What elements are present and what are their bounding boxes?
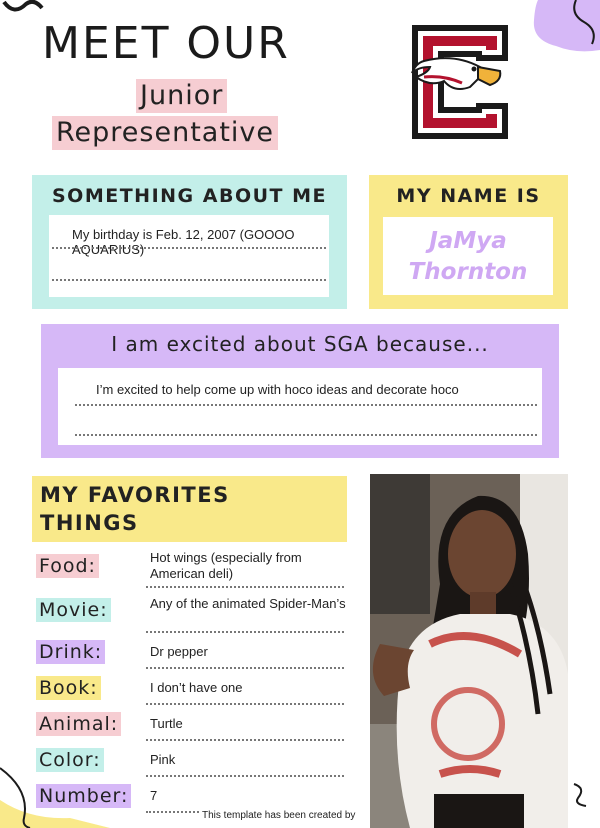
squiggle-bottom-right (564, 780, 600, 810)
favorite-value-number: 7 (150, 788, 158, 803)
name-panel (369, 175, 568, 309)
sga-dotted-line-1 (75, 404, 537, 406)
sga-heading: I am excited about SGA because... (111, 332, 489, 356)
eagle-c-logo-icon (404, 17, 516, 147)
favorites-header (32, 476, 347, 542)
about-dotted-line-1 (52, 247, 326, 249)
page-title: MEET OUR (42, 18, 290, 69)
name-heading: MY NAME IS (396, 185, 541, 207)
favorite-label-book: Book: (36, 676, 101, 700)
about-panel (32, 175, 347, 309)
sga-text: I’m excited to help come up with hoco ideas and decorate hoco (96, 382, 459, 397)
footer-credit: This template has been created by (202, 810, 356, 821)
favorite-value-book: I don’t have one (150, 680, 243, 695)
favorite-line-drink (146, 667, 344, 669)
lavender-blob-top-right (526, 0, 600, 54)
about-heading: SOMETHING ABOUT ME (52, 185, 327, 207)
favorite-value-color: Pink (150, 752, 176, 767)
favorite-line-number (146, 811, 206, 813)
favorite-label-drink: Drink: (36, 640, 105, 664)
favorite-line-book (146, 703, 344, 705)
about-dotted-line-2 (52, 279, 326, 281)
favorite-label-color: Color: (36, 748, 104, 772)
about-text: My birthday is Feb. 12, 2007 (GOOOO AQUARIUS) (72, 227, 295, 257)
favorite-value-food: Hot wings (especially from American deli) (150, 550, 302, 581)
favorite-line-animal (146, 739, 344, 741)
favorite-line-color (146, 775, 344, 777)
favorite-label-animal: Animal: (36, 712, 121, 736)
favorites-heading-line1: MY FAVORITES (40, 483, 230, 507)
favorite-label-number: Number: (36, 784, 131, 808)
favorites-heading-line2: THINGS (40, 511, 139, 535)
favorite-line-food (146, 586, 344, 588)
sga-panel (41, 324, 559, 458)
favorite-label-movie: Movie: (36, 598, 111, 622)
favorite-label-food: Food: (36, 554, 99, 578)
name-first: JaMya (429, 228, 507, 254)
sga-dotted-line-2 (75, 434, 537, 436)
subtitle-representative: Representative (52, 116, 278, 150)
favorite-value-movie: Any of the animated Spider-Man’s (150, 596, 346, 611)
student-photo-icon (370, 474, 568, 828)
name-last: Thornton (408, 259, 528, 285)
favorite-value-animal: Turtle (150, 716, 183, 731)
favorite-line-movie (146, 631, 344, 633)
subtitle-junior: Junior (136, 79, 227, 113)
favorite-value-drink: Dr pepper (150, 644, 208, 659)
